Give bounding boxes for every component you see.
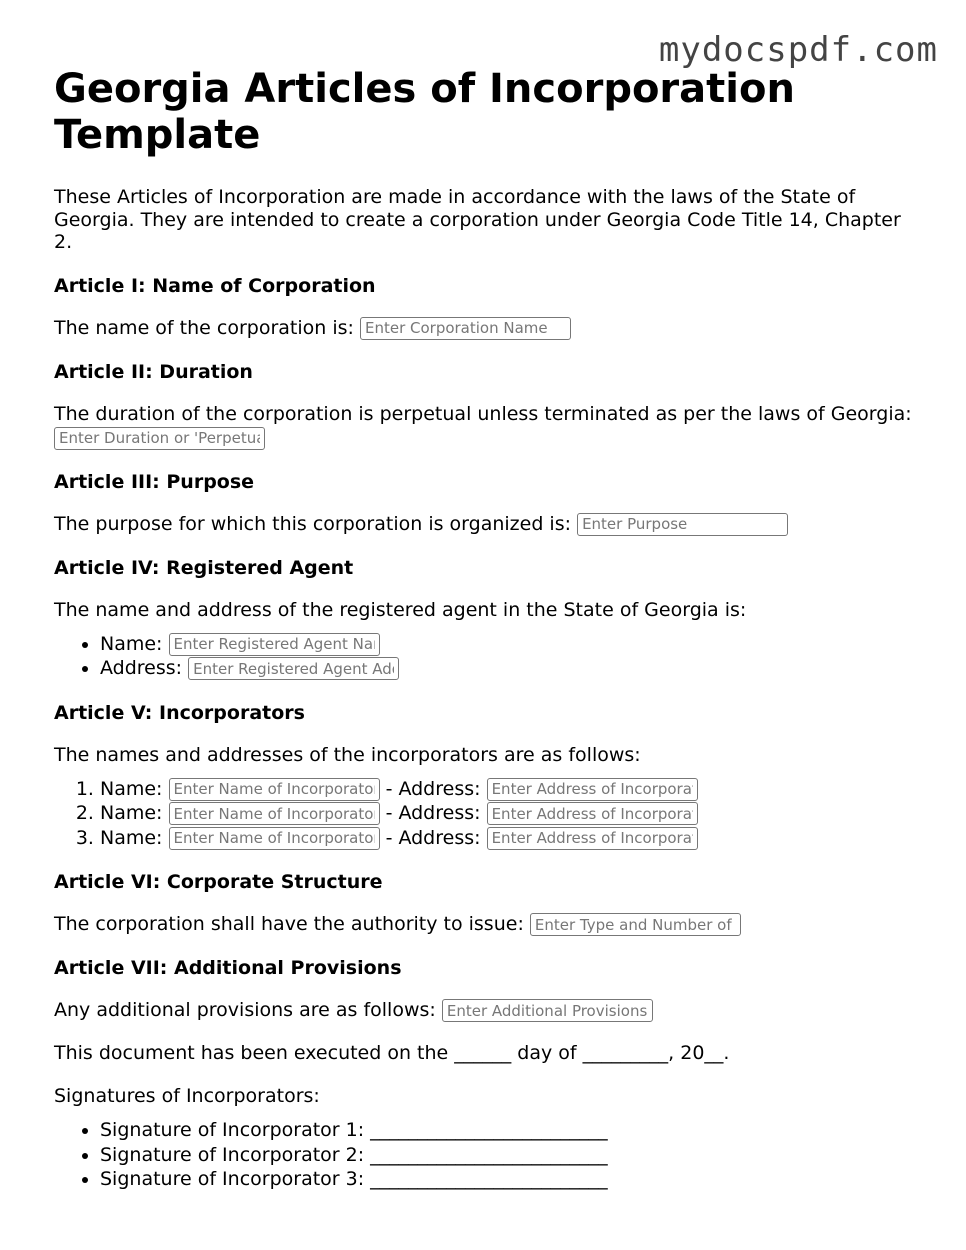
article-6-line <box>54 912 924 936</box>
incorporator-name-label: Name: <box>100 826 163 849</box>
page-title: Georgia Articles of Incorporation Template <box>54 66 795 158</box>
incorporator-1-name-input[interactable] <box>169 778 380 801</box>
article-2-heading: Article II: Duration <box>54 360 253 383</box>
article-3-heading: Article III: Purpose <box>54 470 255 493</box>
registered-agent-list <box>54 632 924 681</box>
article-7-text: Any additional provisions are as follows: <box>54 999 436 1021</box>
signatures-list <box>54 1118 924 1192</box>
article-2-line <box>54 402 924 450</box>
signatures-heading: Signatures of Incorporators: <box>54 1085 320 1107</box>
signature-line: • Signature of Incorporator 1: _________________________ <box>100 1118 924 1143</box>
article-7-heading: Article VII: Additional Provisions <box>54 957 402 979</box>
duration-input[interactable] <box>54 427 265 450</box>
article-1-text: The name of the corporation is: <box>54 316 354 339</box>
watermark: mydocspdf.com <box>658 30 938 70</box>
incorporators-list <box>54 777 924 851</box>
purpose-input[interactable] <box>577 513 788 536</box>
article-7-line <box>54 998 924 1022</box>
article-4-heading: Article IV: Registered Agent <box>54 556 354 579</box>
corporation-name-input[interactable] <box>360 317 571 340</box>
signature-line: • Signature of Incorporator 3: _________________________ <box>100 1167 924 1192</box>
list-item <box>100 632 924 657</box>
article-6-heading: Article VI: Corporate Structure <box>54 871 383 893</box>
incorporator-2-name-input[interactable] <box>169 802 380 825</box>
article-1-heading: Article I: Name of Corporation <box>54 274 376 297</box>
incorporator-name-label: Name: <box>100 777 163 800</box>
execution-line: This document has been executed on the ______ day of _________, 20__. <box>54 1042 730 1064</box>
incorporator-2-address-input[interactable] <box>487 802 698 825</box>
list-item <box>100 801 924 826</box>
document-body <box>54 66 924 1192</box>
article-4-text: The name and address of the registered agent in the State of Georgia is: <box>54 598 747 621</box>
article-5-heading: Article V: Incorporators <box>54 701 305 724</box>
intro-paragraph: These Articles of Incorporation are made in accordance with the laws of the State of Georgia. They are intended to create a corporation under Georgia Code Title 14, Chapter 2. <box>54 186 901 253</box>
incorporator-1-address-input[interactable] <box>487 778 698 801</box>
article-1-line <box>54 316 924 340</box>
agent-name-input[interactable] <box>169 633 380 656</box>
article-3-line <box>54 512 924 536</box>
additional-provisions-input[interactable] <box>442 999 653 1022</box>
list-item <box>100 826 924 851</box>
agent-address-input[interactable] <box>188 657 399 680</box>
incorporator-3-address-input[interactable] <box>487 827 698 850</box>
article-6-text: The corporation shall have the authority to issue: <box>54 913 524 935</box>
article-3-text: The purpose for which this corporation is organized is: <box>54 512 572 535</box>
incorporator-address-label: - Address: <box>385 826 481 849</box>
agent-address-label: Address: <box>100 657 183 679</box>
incorporator-3-name-input[interactable] <box>169 827 380 850</box>
incorporator-address-label: - Address: <box>385 777 481 800</box>
list-item <box>100 777 924 802</box>
agent-name-label: Name: <box>100 632 163 655</box>
signature-line: • Signature of Incorporator 2: _________________________ <box>100 1143 924 1168</box>
incorporator-address-label: - Address: <box>385 802 481 824</box>
shares-input[interactable] <box>530 913 741 936</box>
article-2-text: The duration of the corporation is perpetual unless terminated as per the laws of Georgia: <box>54 402 912 425</box>
incorporator-name-label: Name: <box>100 802 163 824</box>
list-item <box>100 656 924 681</box>
article-5-text: The names and addresses of the incorporators are as follows: <box>54 743 641 766</box>
